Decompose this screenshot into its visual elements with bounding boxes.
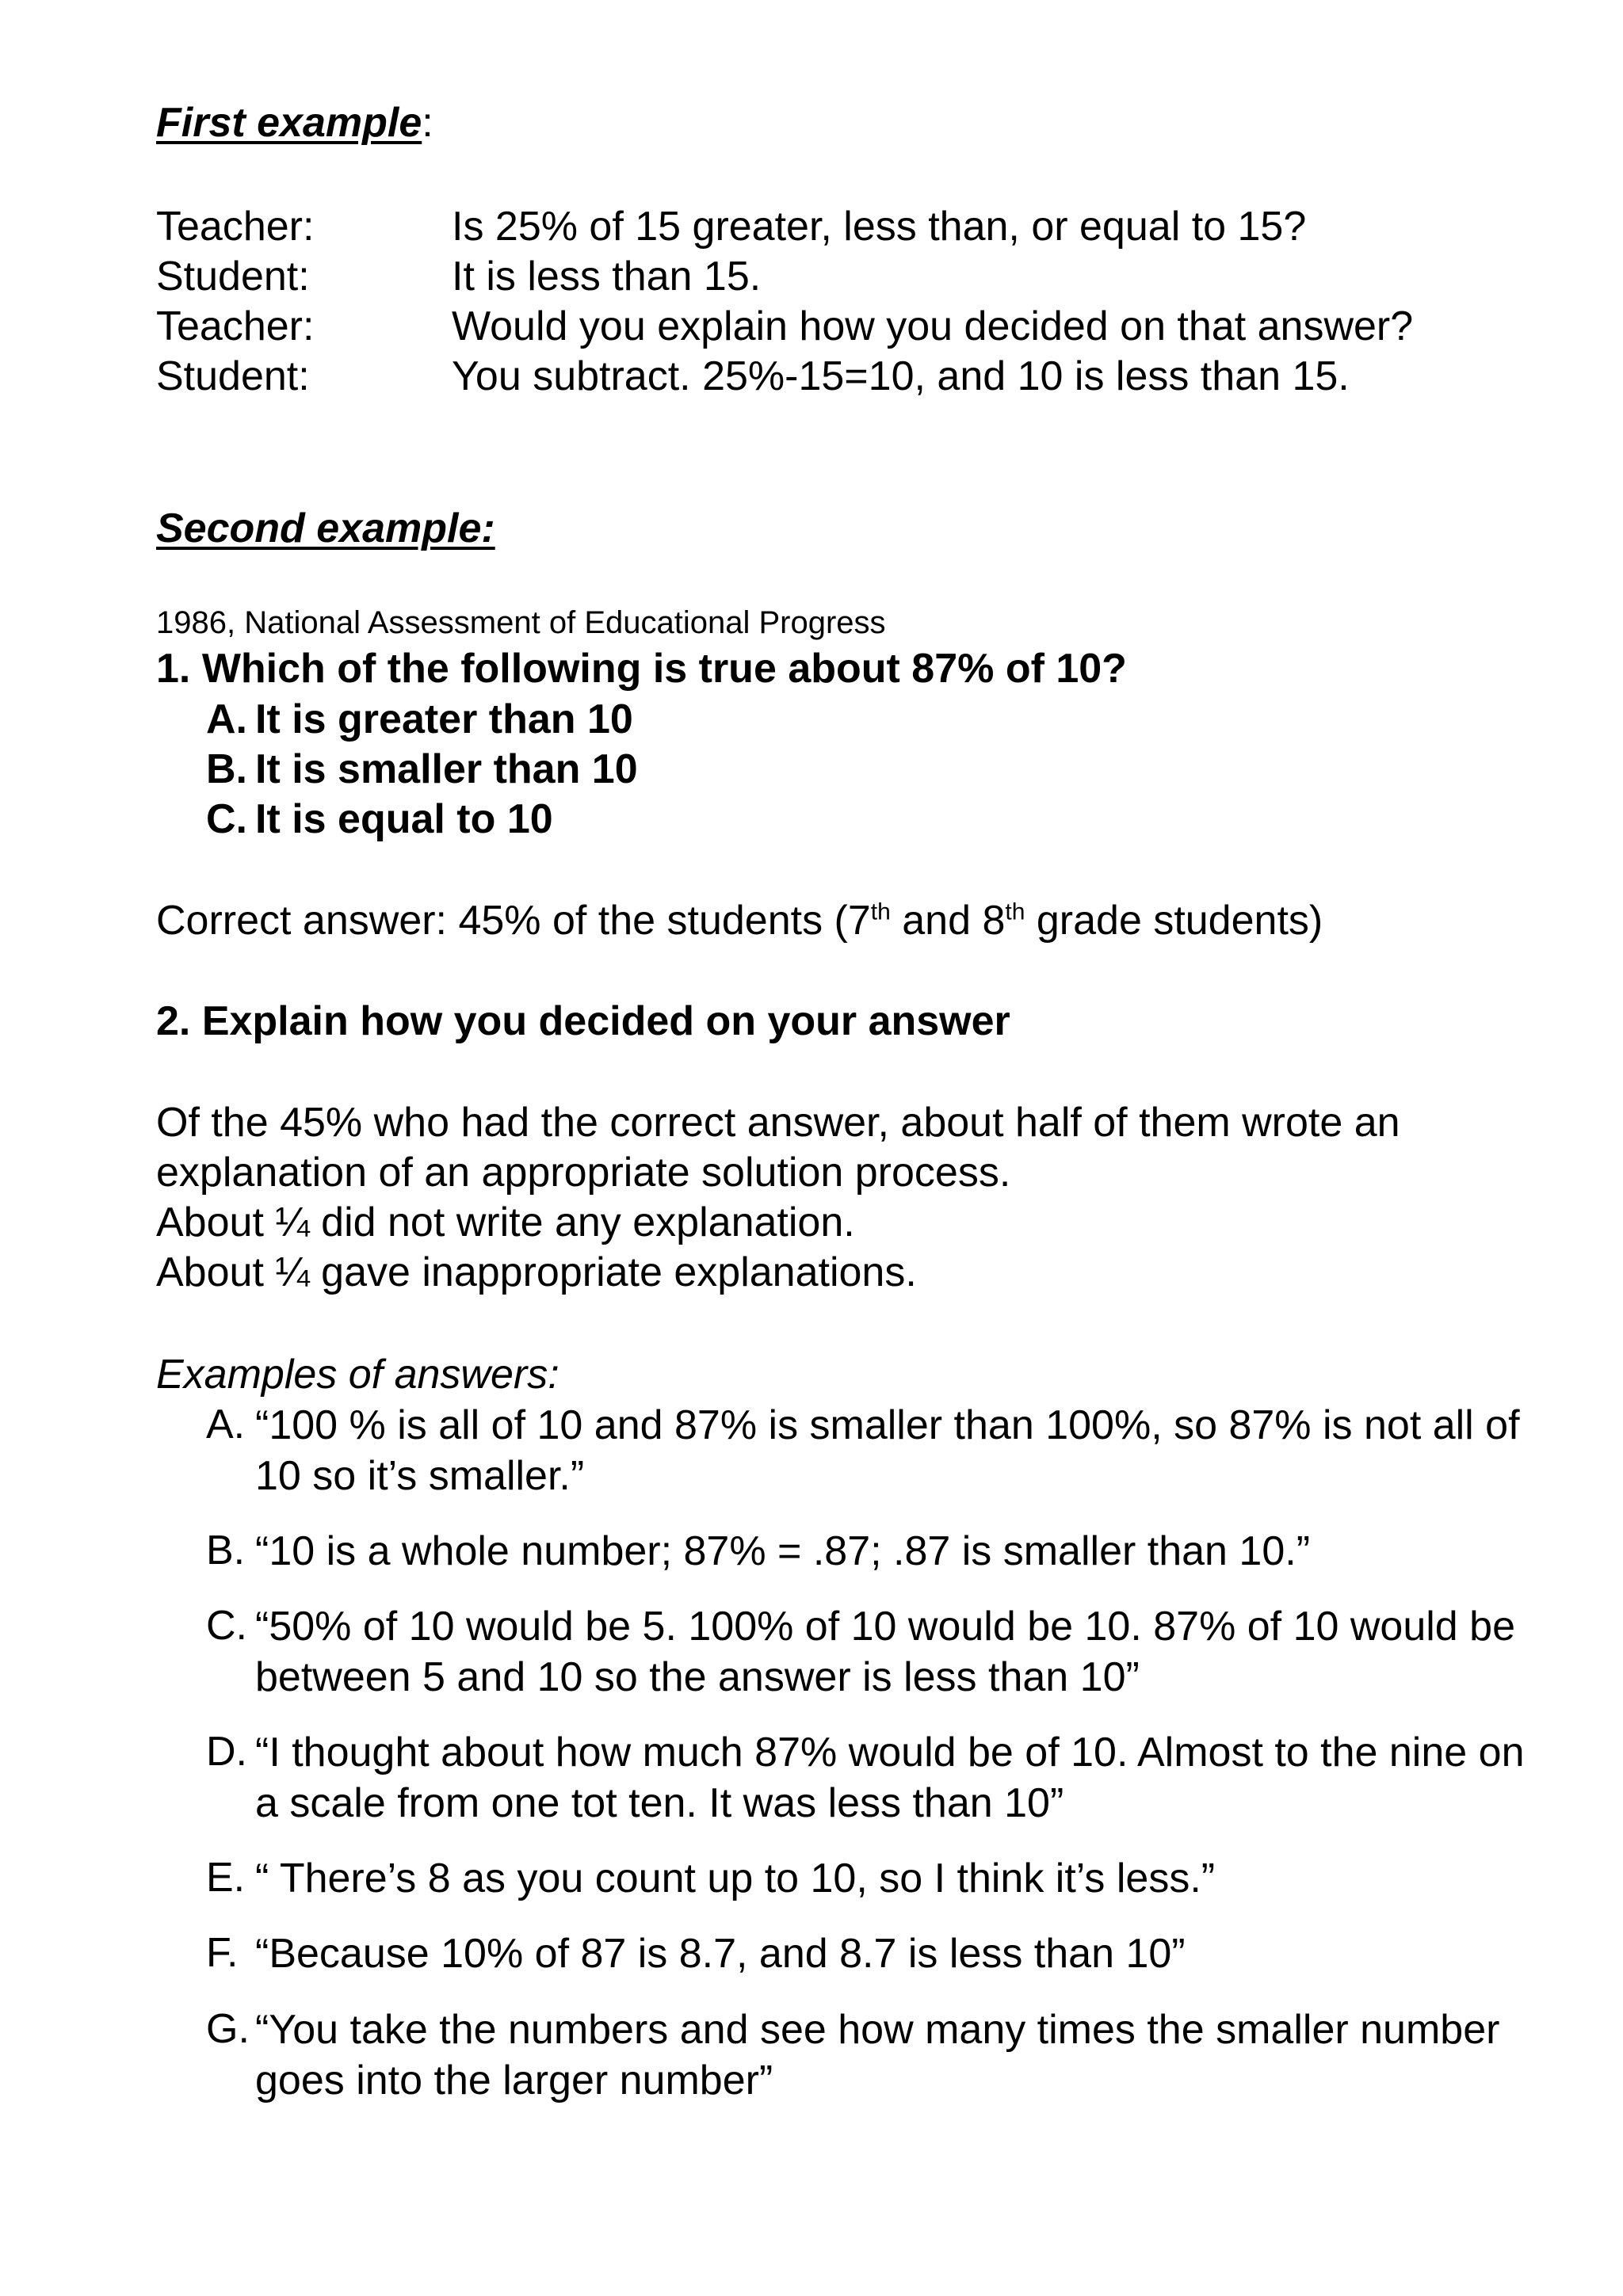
source-citation: 1986, National Assessment of Educational Progress bbox=[156, 605, 886, 640]
first-example-heading-colon: : bbox=[422, 100, 433, 146]
dialogue-speaker: Student: bbox=[156, 254, 310, 299]
example-text: “10 is a whole number; 87% = .87; .87 is smaller than 10.” bbox=[255, 1528, 1311, 1574]
option-text: It is smaller than 10 bbox=[255, 746, 638, 792]
dialogue-text: It is less than 15. bbox=[452, 254, 762, 299]
option-letter: B. bbox=[206, 746, 247, 792]
summary-line: About ¼ did not write any explanation. bbox=[156, 1199, 855, 1245]
example-letter: C. bbox=[206, 1603, 247, 1649]
second-example-heading bbox=[156, 504, 495, 553]
question-2: 2. Explain how you decided on your answer bbox=[156, 998, 1010, 1044]
example-text: “ There’s 8 as you count up to 10, so I think it’s less.” bbox=[255, 1855, 1216, 1901]
example-text: “You take the numbers and see how many times the smaller number goes into the larger number” bbox=[255, 2007, 1500, 2103]
correct-answer bbox=[156, 896, 1323, 945]
dialogue-speaker: Student: bbox=[156, 353, 310, 399]
example-letter: B. bbox=[206, 1527, 246, 1573]
summary-line: explanation of an appropriate solution process. bbox=[156, 1150, 1011, 1196]
example-letter: D. bbox=[206, 1729, 247, 1775]
summary-line: About ¼ gave inappropriate explanations. bbox=[156, 1249, 917, 1295]
dialogue-text: Would you explain how you decided on that answer? bbox=[452, 303, 1414, 349]
example-text: “Because 10% of 87 is 8.7, and 8.7 is less than 10” bbox=[255, 1931, 1186, 1977]
dialogue-speaker: Teacher: bbox=[156, 204, 315, 250]
example-letter: A. bbox=[206, 1402, 246, 1447]
option-letter: C. bbox=[206, 796, 247, 842]
summary-line: Of the 45% who had the correct answer, about half of them wrote an bbox=[156, 1100, 1400, 1146]
correct-answer-suffix: grade students) bbox=[1025, 898, 1323, 944]
example-letter: F. bbox=[206, 1930, 239, 1976]
first-example-heading-text: First example bbox=[156, 100, 422, 146]
option-text: It is equal to 10 bbox=[255, 796, 553, 842]
second-example-heading-text: Second example: bbox=[156, 505, 495, 551]
dialogue-text: You subtract. 25%-15=10, and 10 is less than 15. bbox=[452, 353, 1350, 399]
superscript: th bbox=[870, 898, 891, 925]
example-text: “I thought about how much 87% would be of 10. Almost to the nine on a scale from one tot ten. It was less than 10” bbox=[255, 1730, 1525, 1826]
question-1: 1. Which of the following is true about 87% of 10? bbox=[156, 646, 1127, 692]
correct-answer-prefix: Correct answer: 45% of the students (7 bbox=[156, 898, 871, 944]
dialogue-speaker: Teacher: bbox=[156, 303, 315, 349]
example-text: “50% of 10 would be 5. 100% of 10 would be 10. 87% of 10 would be between 5 and 10 so the answer is less than 10” bbox=[255, 1604, 1516, 1700]
first-example-heading bbox=[156, 98, 433, 147]
example-text: “100 % is all of 10 and 87% is smaller than 100%, so 87% is not all of 10 so it’s smaller.” bbox=[255, 1402, 1520, 1499]
superscript: th bbox=[1005, 898, 1025, 925]
option-text: It is greater than 10 bbox=[255, 696, 633, 742]
correct-answer-middle: and 8 bbox=[890, 898, 1006, 944]
example-letter: G. bbox=[206, 2006, 250, 2052]
examples-label: Examples of answers: bbox=[156, 1352, 559, 1398]
option-letter: A. bbox=[206, 696, 247, 742]
example-letter: E. bbox=[206, 1855, 246, 1901]
dialogue-text: Is 25% of 15 greater, less than, or equal to 15? bbox=[452, 204, 1307, 250]
